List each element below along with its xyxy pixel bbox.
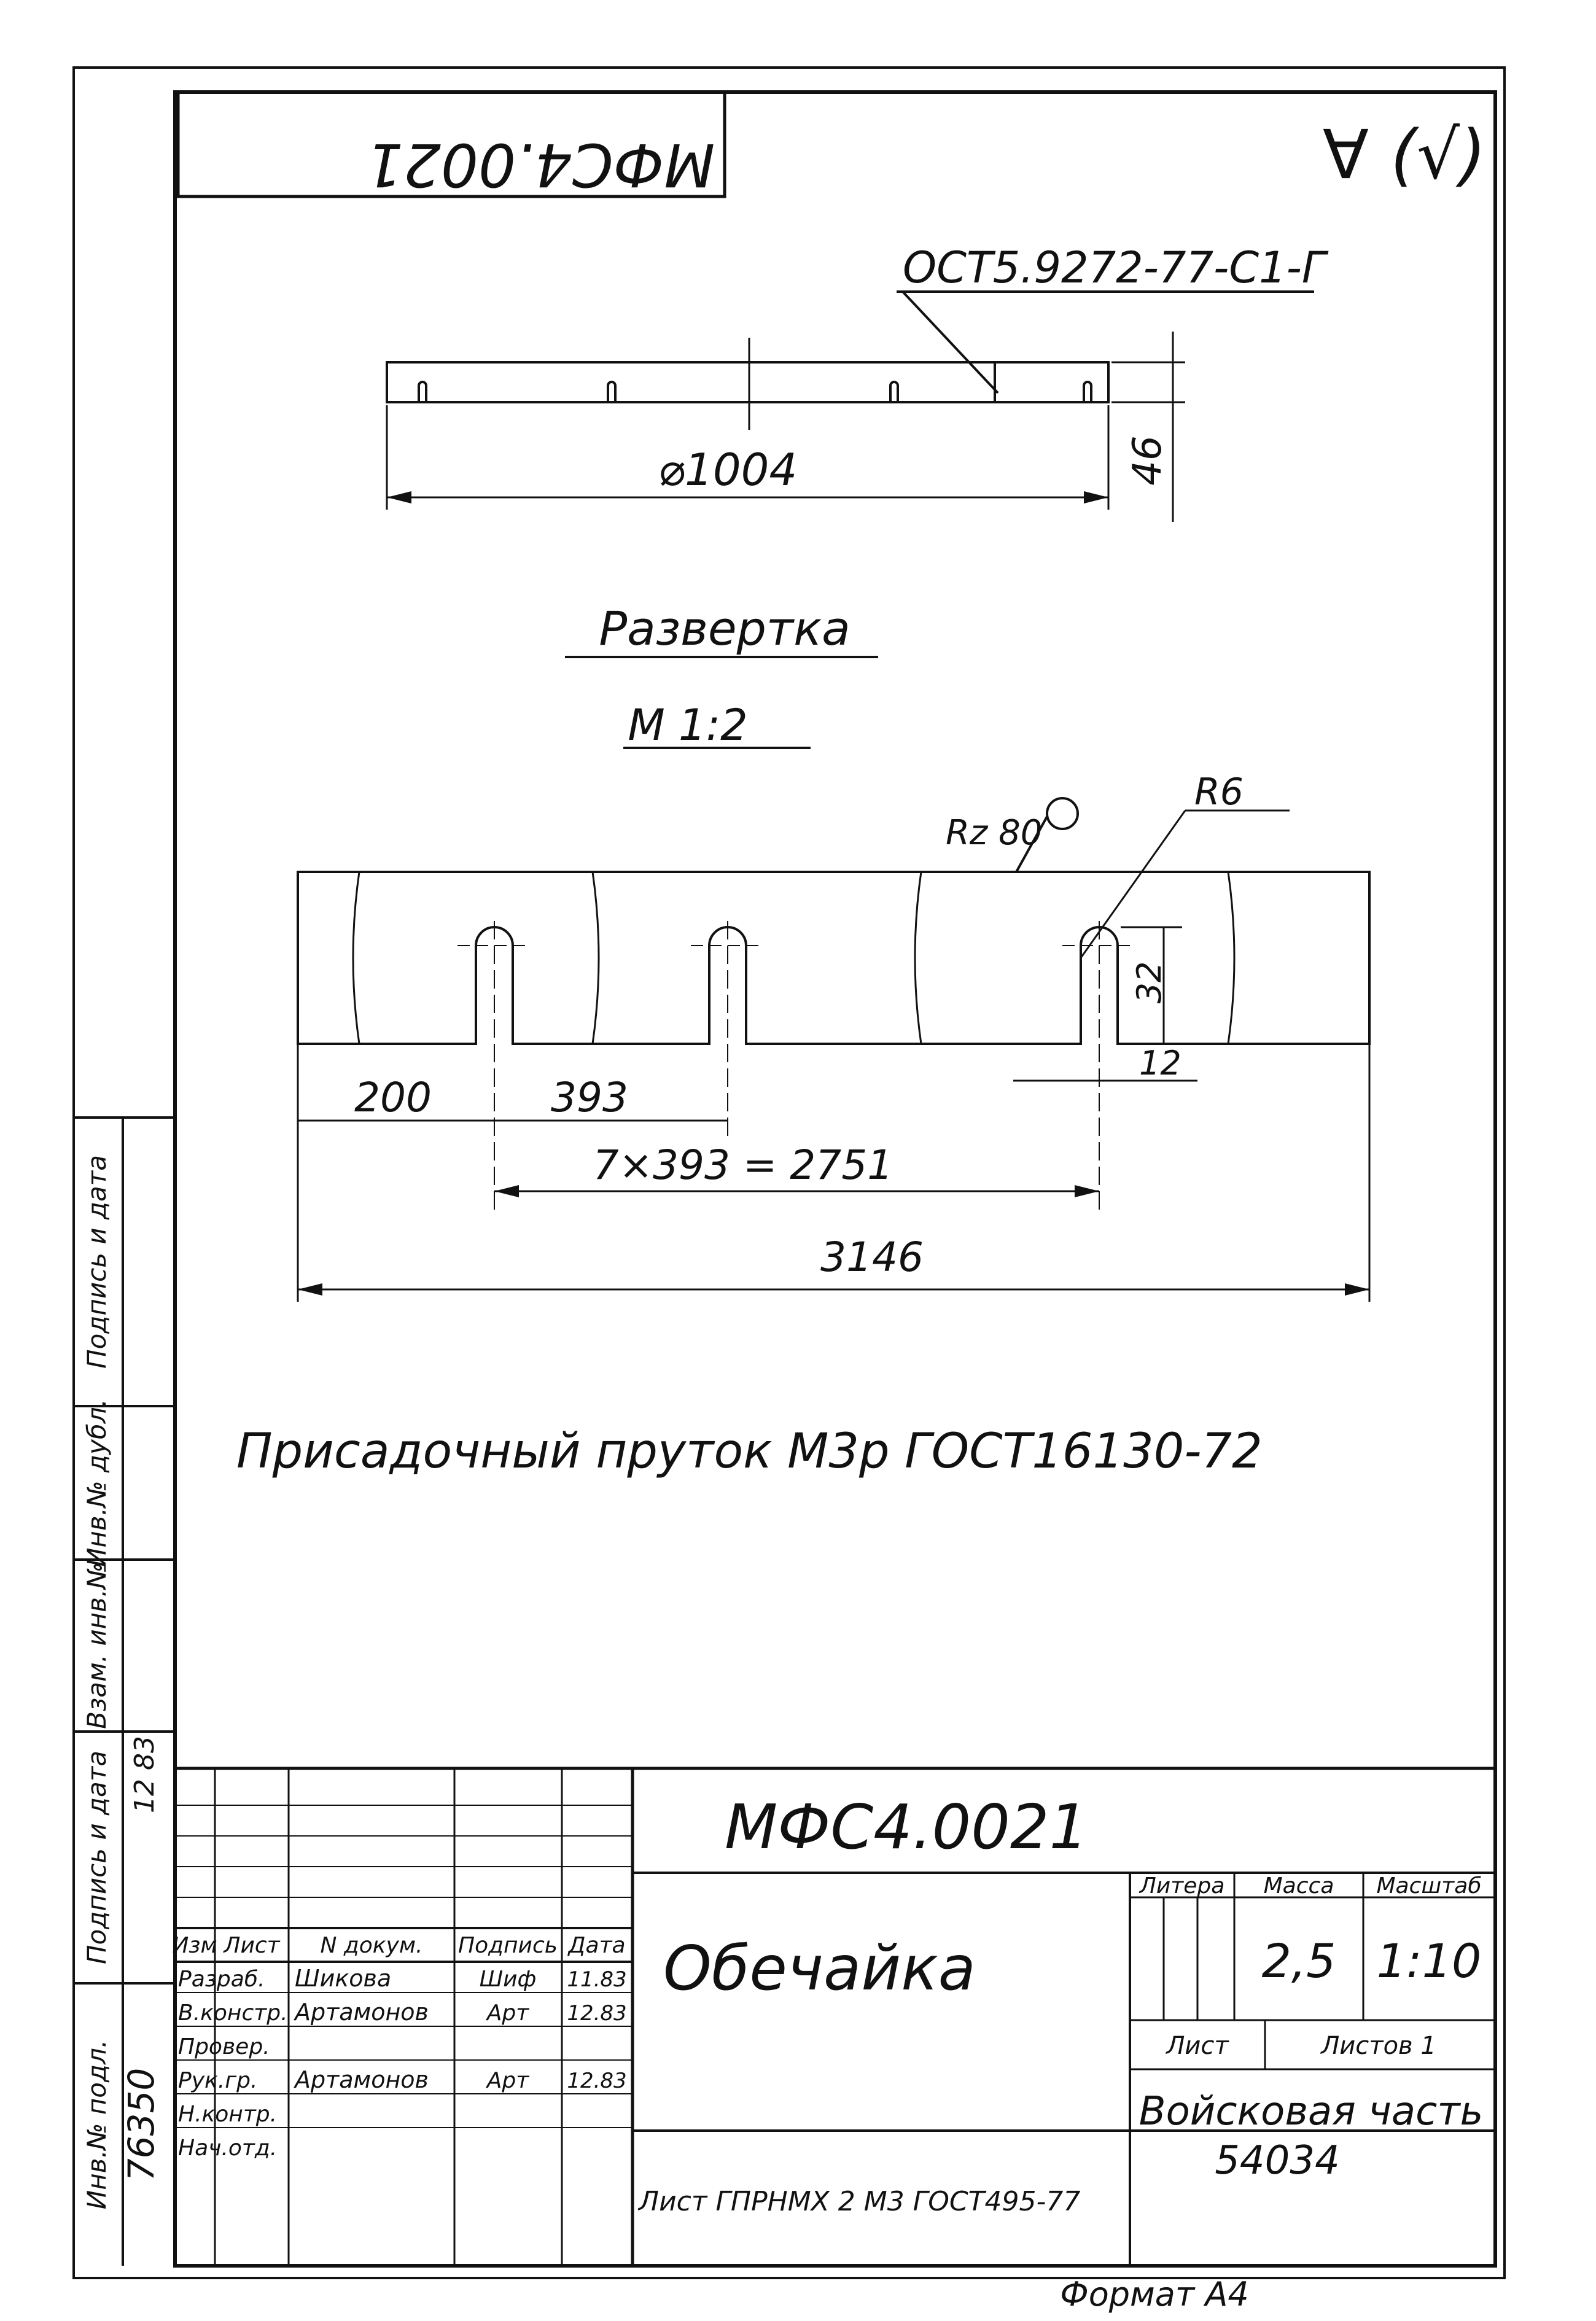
rz-symbol	[1047, 798, 1078, 829]
row-date: 11.83	[567, 1967, 627, 1992]
col-header-list: Лист	[224, 1933, 280, 1958]
org-name: Войсковая часть	[1139, 2089, 1484, 2134]
org-number: 54034	[1215, 2138, 1340, 2183]
col-header-sign: Подпись	[458, 1933, 558, 1958]
top-view	[387, 332, 1185, 522]
diameter-label: ⌀1004	[658, 444, 798, 496]
row-role: Н.контр.	[178, 2102, 278, 2127]
top-designation-box	[178, 92, 725, 199]
side-inv-podl-value: 76350	[120, 2067, 162, 2182]
sheets-label: Листов 1	[1321, 2032, 1436, 2060]
slot-depth-label: 32	[1130, 961, 1169, 1004]
first-offset-label: 200	[354, 1074, 432, 1121]
standard-leader	[903, 292, 998, 393]
side-sign-date: Подпись и дата	[82, 1155, 112, 1369]
development-outline	[298, 872, 1369, 1044]
part-name: Обечайка	[663, 1932, 976, 2004]
row-date: 12.83	[567, 2001, 627, 2026]
pitch-label: 393	[551, 1074, 628, 1121]
material-spec: Лист ГПРНМХ 2 М3 ГОСТ495-77	[639, 2186, 1081, 2217]
scale-value: 1:10	[1376, 1934, 1482, 1988]
row-role: Разраб.	[178, 1967, 265, 1992]
row-sign: Арт	[486, 2068, 529, 2093]
col-header-date: Дата	[568, 1933, 626, 1958]
scale-label: Масштаб	[1376, 1873, 1482, 1899]
title-doc-number: МФС4.0021	[725, 1791, 1089, 1863]
col-header-doc: N докум.	[320, 1933, 423, 1958]
row-role: Провер.	[178, 2034, 270, 2059]
col-header-izm: Изм	[172, 1933, 217, 1958]
development-title: Развертка	[599, 601, 851, 656]
slot-width-label: 12	[1139, 1044, 1181, 1083]
side-sign-date-2: Подпись и дата	[82, 1751, 112, 1964]
development-scale: М 1:2	[628, 700, 748, 750]
row-name: Шикова	[295, 1965, 392, 1992]
pitch-total-label: 7×393 = 2751	[593, 1141, 893, 1189]
standard-reference: ОСТ5.9272-77-С1-Г	[903, 243, 1326, 293]
side-inv-podl: Инв.№ подл.	[82, 2039, 112, 2210]
litera-label: Литера	[1139, 1873, 1225, 1899]
row-role: Нач.отд.	[178, 2136, 278, 2161]
side-vzam-inv: Взам. инв.№	[82, 1562, 112, 1729]
row-role: Рук.гр.	[178, 2068, 258, 2093]
format-label: Формат А4	[1060, 2275, 1249, 2314]
radius-label: R6	[1194, 771, 1244, 814]
side-inv-dubl: Инв.№ дубл.	[82, 1398, 112, 1568]
row-sign: Шиф	[479, 1967, 537, 1992]
sheet-label: Лист	[1166, 2032, 1229, 2060]
rz-label: Rz 80	[946, 813, 1043, 853]
row-date: 12.83	[567, 2069, 627, 2093]
roughness-symbol: ∀ (√)	[1322, 115, 1486, 194]
total-length-label: 3146	[820, 1234, 924, 1281]
row-sign: Арт	[486, 2000, 529, 2026]
row-name: Артамонов	[295, 1999, 429, 2026]
row-role: В.констр.	[178, 2000, 288, 2026]
row-name: Артамонов	[295, 2066, 429, 2093]
title-block	[172, 1768, 1495, 2266]
top-designation: МФС4.0021	[365, 130, 715, 199]
side-strip	[74, 1118, 175, 2266]
material-note: Присадочный пруток М3р ГОСТ16130-72	[236, 1424, 1263, 1479]
side-date-value: 12 83	[129, 1736, 160, 1813]
mass-value: 2,5	[1261, 1934, 1336, 1988]
mass-label: Масса	[1263, 1873, 1334, 1899]
height-label: 46	[1125, 435, 1170, 486]
